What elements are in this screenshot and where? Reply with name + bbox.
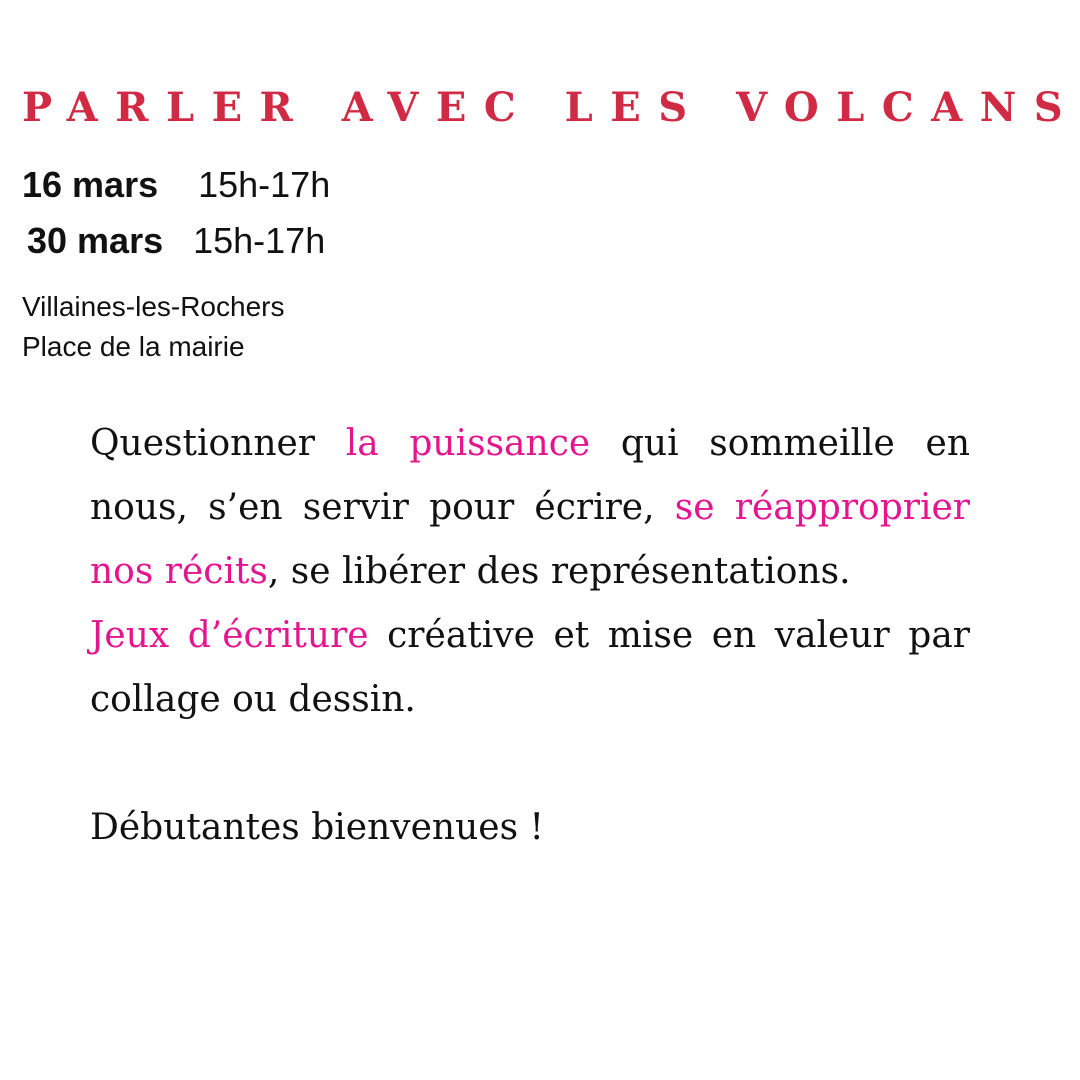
description-text-3: , se libérer des représentations. bbox=[267, 551, 851, 592]
session-1-time: 15h-17h bbox=[198, 164, 331, 205]
closing-line: Débutantes bienvenues ! bbox=[90, 807, 544, 848]
session-1-date: 16 mars bbox=[22, 164, 159, 205]
description-text-4: créative et mise en valeur par collage ou dessin. bbox=[90, 615, 971, 720]
description-paragraph-2 bbox=[90, 604, 970, 732]
session-2-time: 15h-17h bbox=[193, 220, 326, 261]
session-2 bbox=[27, 219, 325, 263]
highlight-puissance: la puissance bbox=[345, 423, 591, 464]
highlight-recits: se réapproprier nos récits bbox=[90, 487, 970, 592]
description-text-1: Questionner bbox=[90, 423, 346, 464]
description-text-2: qui sommeille en nous, s’en servir pour écrire, bbox=[90, 423, 971, 528]
session-2-date: 30 mars bbox=[27, 220, 164, 261]
session-1 bbox=[22, 163, 330, 207]
description-paragraph-1 bbox=[90, 412, 970, 604]
location-town: Villaines-les-Rochers bbox=[22, 291, 285, 322]
location-place: Place de la mairie bbox=[22, 331, 245, 362]
event-title: PARLER AVEC LES VOLCANS bbox=[22, 84, 1080, 131]
location bbox=[22, 287, 284, 367]
paragraph-spacer bbox=[90, 732, 970, 796]
description bbox=[90, 412, 970, 860]
highlight-jeux: Jeux d’écriture bbox=[90, 615, 369, 656]
